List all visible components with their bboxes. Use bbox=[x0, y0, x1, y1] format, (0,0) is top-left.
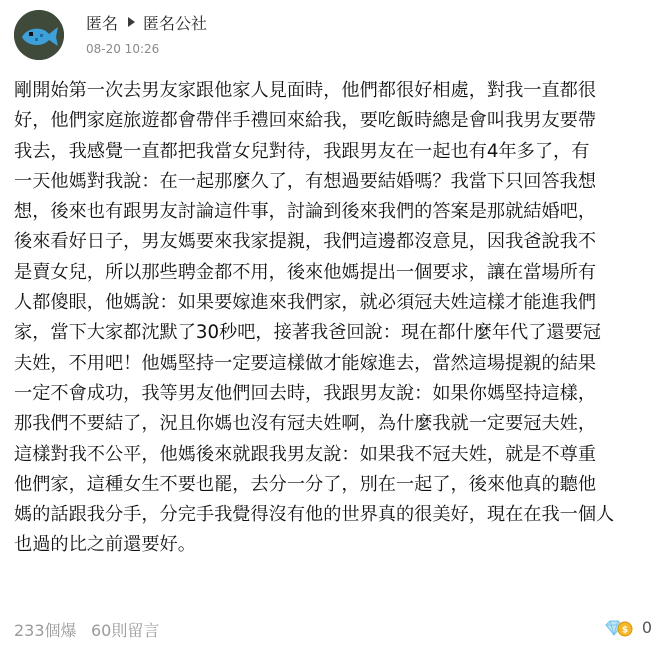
body-line: 一天他媽對我說：在一起那麼久了，有想過要結婚嗎？我當下只回答我想 bbox=[14, 170, 597, 192]
body-line: 也過的比之前還要好。 bbox=[14, 534, 196, 556]
body-line: 我去，我感覺一直都把我當女兒對待，我跟男友在一起也有4年多了，有 bbox=[14, 140, 590, 162]
body-line: 想，後來也有跟男友討論這件事，討論到後來我們的答案是那就結婚吧， bbox=[14, 201, 597, 223]
body-line: 一定不會成功，我等男友他們回去時，我跟男友說：如果你媽堅持這樣， bbox=[14, 382, 597, 404]
body-line: 人都傻眼，他媽說：如果要嫁進來我們家，就必須冠夫姓這樣才能進我們 bbox=[14, 292, 597, 314]
body-line: 家，當下大家都沈默了30秒吧，接著我爸回說：現在都什麼年代了還要冠 bbox=[14, 322, 601, 344]
triangle-right-icon bbox=[128, 17, 135, 27]
post-footer bbox=[14, 614, 654, 642]
body-line: 剛開始第一次去男友家跟他家人見面時，他們都很好相處，對我一直都很 bbox=[14, 80, 597, 101]
post-date: 08-20 10:26 bbox=[86, 42, 160, 56]
post-body bbox=[14, 76, 654, 561]
comments-count[interactable]: 60則留言 bbox=[91, 621, 160, 640]
likes-count[interactable]: 233個爆 bbox=[14, 621, 77, 640]
diamond-coin-icon bbox=[604, 619, 634, 637]
avatar[interactable] bbox=[14, 10, 64, 60]
body-line: 那我們不要結了，況且你媽也沒有冠夫姓啊，為什麼我就一定要冠夫姓， bbox=[14, 413, 597, 435]
post-header bbox=[14, 8, 654, 58]
fish-avatar-icon bbox=[14, 10, 64, 60]
share-button[interactable] bbox=[604, 618, 652, 637]
body-line: 媽的話跟我分手，分完手我覺得沒有他的世界真的很美好，現在在我一個人 bbox=[14, 504, 615, 526]
body-line: 這樣對我不公平，他媽後來就跟我男友說：如果我不冠夫姓，就是不尊重 bbox=[14, 443, 597, 465]
author-name[interactable]: 匿名 bbox=[86, 13, 119, 33]
body-line: 夫姓，不用吧！他媽堅持一定要這樣做才能嫁進去，當然這場提親的結果 bbox=[14, 352, 597, 374]
body-line: 是賣女兒，所以那些聘金都不用，後來他媽提出一個要求，讓在當場所有 bbox=[14, 261, 597, 283]
body-line: 好，他們家庭旅遊都會帶伴手禮回來給我，要吃飯時總是會叫我男友要帶 bbox=[14, 110, 597, 132]
svg-text:$: $ bbox=[621, 625, 628, 635]
body-line: 後來看好日子，男友媽要來我家提親，我們這邊都沒意見，因我爸說我不 bbox=[14, 231, 597, 253]
board-name[interactable]: 匿名公社 bbox=[143, 13, 208, 33]
share-count: 0 bbox=[641, 618, 652, 637]
body-line: 他們家，這種女生不要也罷，去分一分了，別在一起了，後來他真的聽他 bbox=[14, 473, 597, 495]
